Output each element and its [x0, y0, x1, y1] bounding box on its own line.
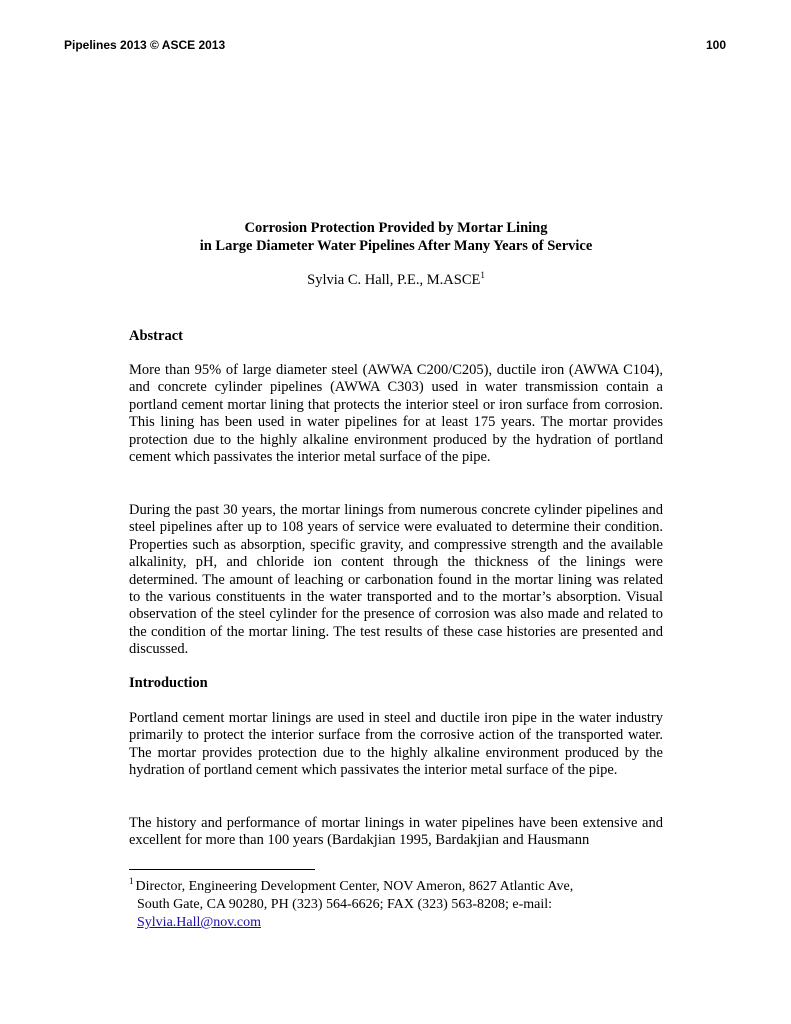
paper-title-line-1: Corrosion Protection Provided by Mortar Lining: [244, 220, 548, 236]
introduction-paragraph-2: The history and performance of mortar linings in water pipelines have been extensive and excellent for more than 100 years (Bardakjian 1995, Bardakjian and Hausmann: [129, 815, 663, 849]
footnote-line-1-wrap: [129, 876, 574, 894]
introduction-paragraph-1: Portland cement mortar linings are used in steel and ductile iron pipe in the water industry primarily to protect the interior surface from the corrosive action of the transported water. The mortar provides protection due to the highly alkaline environment produced by the hydration of portland cement which passivates the interior metal surface of the pipe.: [129, 710, 663, 779]
abstract-paragraph-2: During the past 30 years, the mortar linings from numerous concrete cylinder pipelines and steel pipelines after up to 108 years of service were evaluated to determine their condition. Properties such as absorption, specific gravity, and compressive strength and the available alkalinity, pH, and chloride ion content through the thickness of the linings were determined. The amount of leaching or carbonation found in the mortar lining was related to the various constituents in the water transported and to the mortar’s absorption. Visual observation of the steel cylinder for the presence of corrosion was also made and related to the condition of the mortar lining. The test results of these case histories are presented and discussed.: [129, 502, 663, 658]
author-footnote-mark: 1: [480, 270, 485, 281]
introduction-heading: Introduction: [129, 675, 208, 691]
footnote-line-1: Director, Engineering Development Center, NOV Ameron, 8627 Atlantic Ave,: [135, 879, 574, 894]
abstract-paragraph-1: More than 95% of large diameter steel (AWWA C200/C205), ductile iron (AWWA C104), and concrete cylinder pipelines (AWWA C303) used in water transmission contain a portland cement mortar lining that protects the interior steel or iron surface from corrosion. This lining has been used in water pipelines for at least 175 years. The mortar provides protection due to the highly alkaline environment produced by the hydration of portland cement which passivates the interior metal surface of the pipe.: [129, 362, 663, 466]
running-header-journal: Pipelines 2013 © ASCE 2013: [64, 38, 226, 52]
footnote-line-2: South Gate, CA 90280, PH (323) 564-6626; FAX (323) 563-8208; e-mail:: [137, 897, 553, 912]
author-email-link[interactable]: Sylvia.Hall@nov.com: [137, 915, 261, 930]
footnote: [129, 878, 689, 932]
author-line: [129, 271, 663, 289]
footnote-mark: 1: [129, 876, 134, 887]
footnote-line-3: [129, 914, 689, 932]
footnote-divider: [129, 869, 315, 870]
abstract-heading: Abstract: [129, 328, 183, 344]
page-number: 100: [705, 38, 726, 52]
author-name: Sylvia C. Hall, P.E., M.ASCE: [307, 272, 481, 288]
paper-title: [129, 219, 663, 255]
paper-title-line-2: in Large Diameter Water Pipelines After Many Years of Service: [199, 238, 593, 254]
